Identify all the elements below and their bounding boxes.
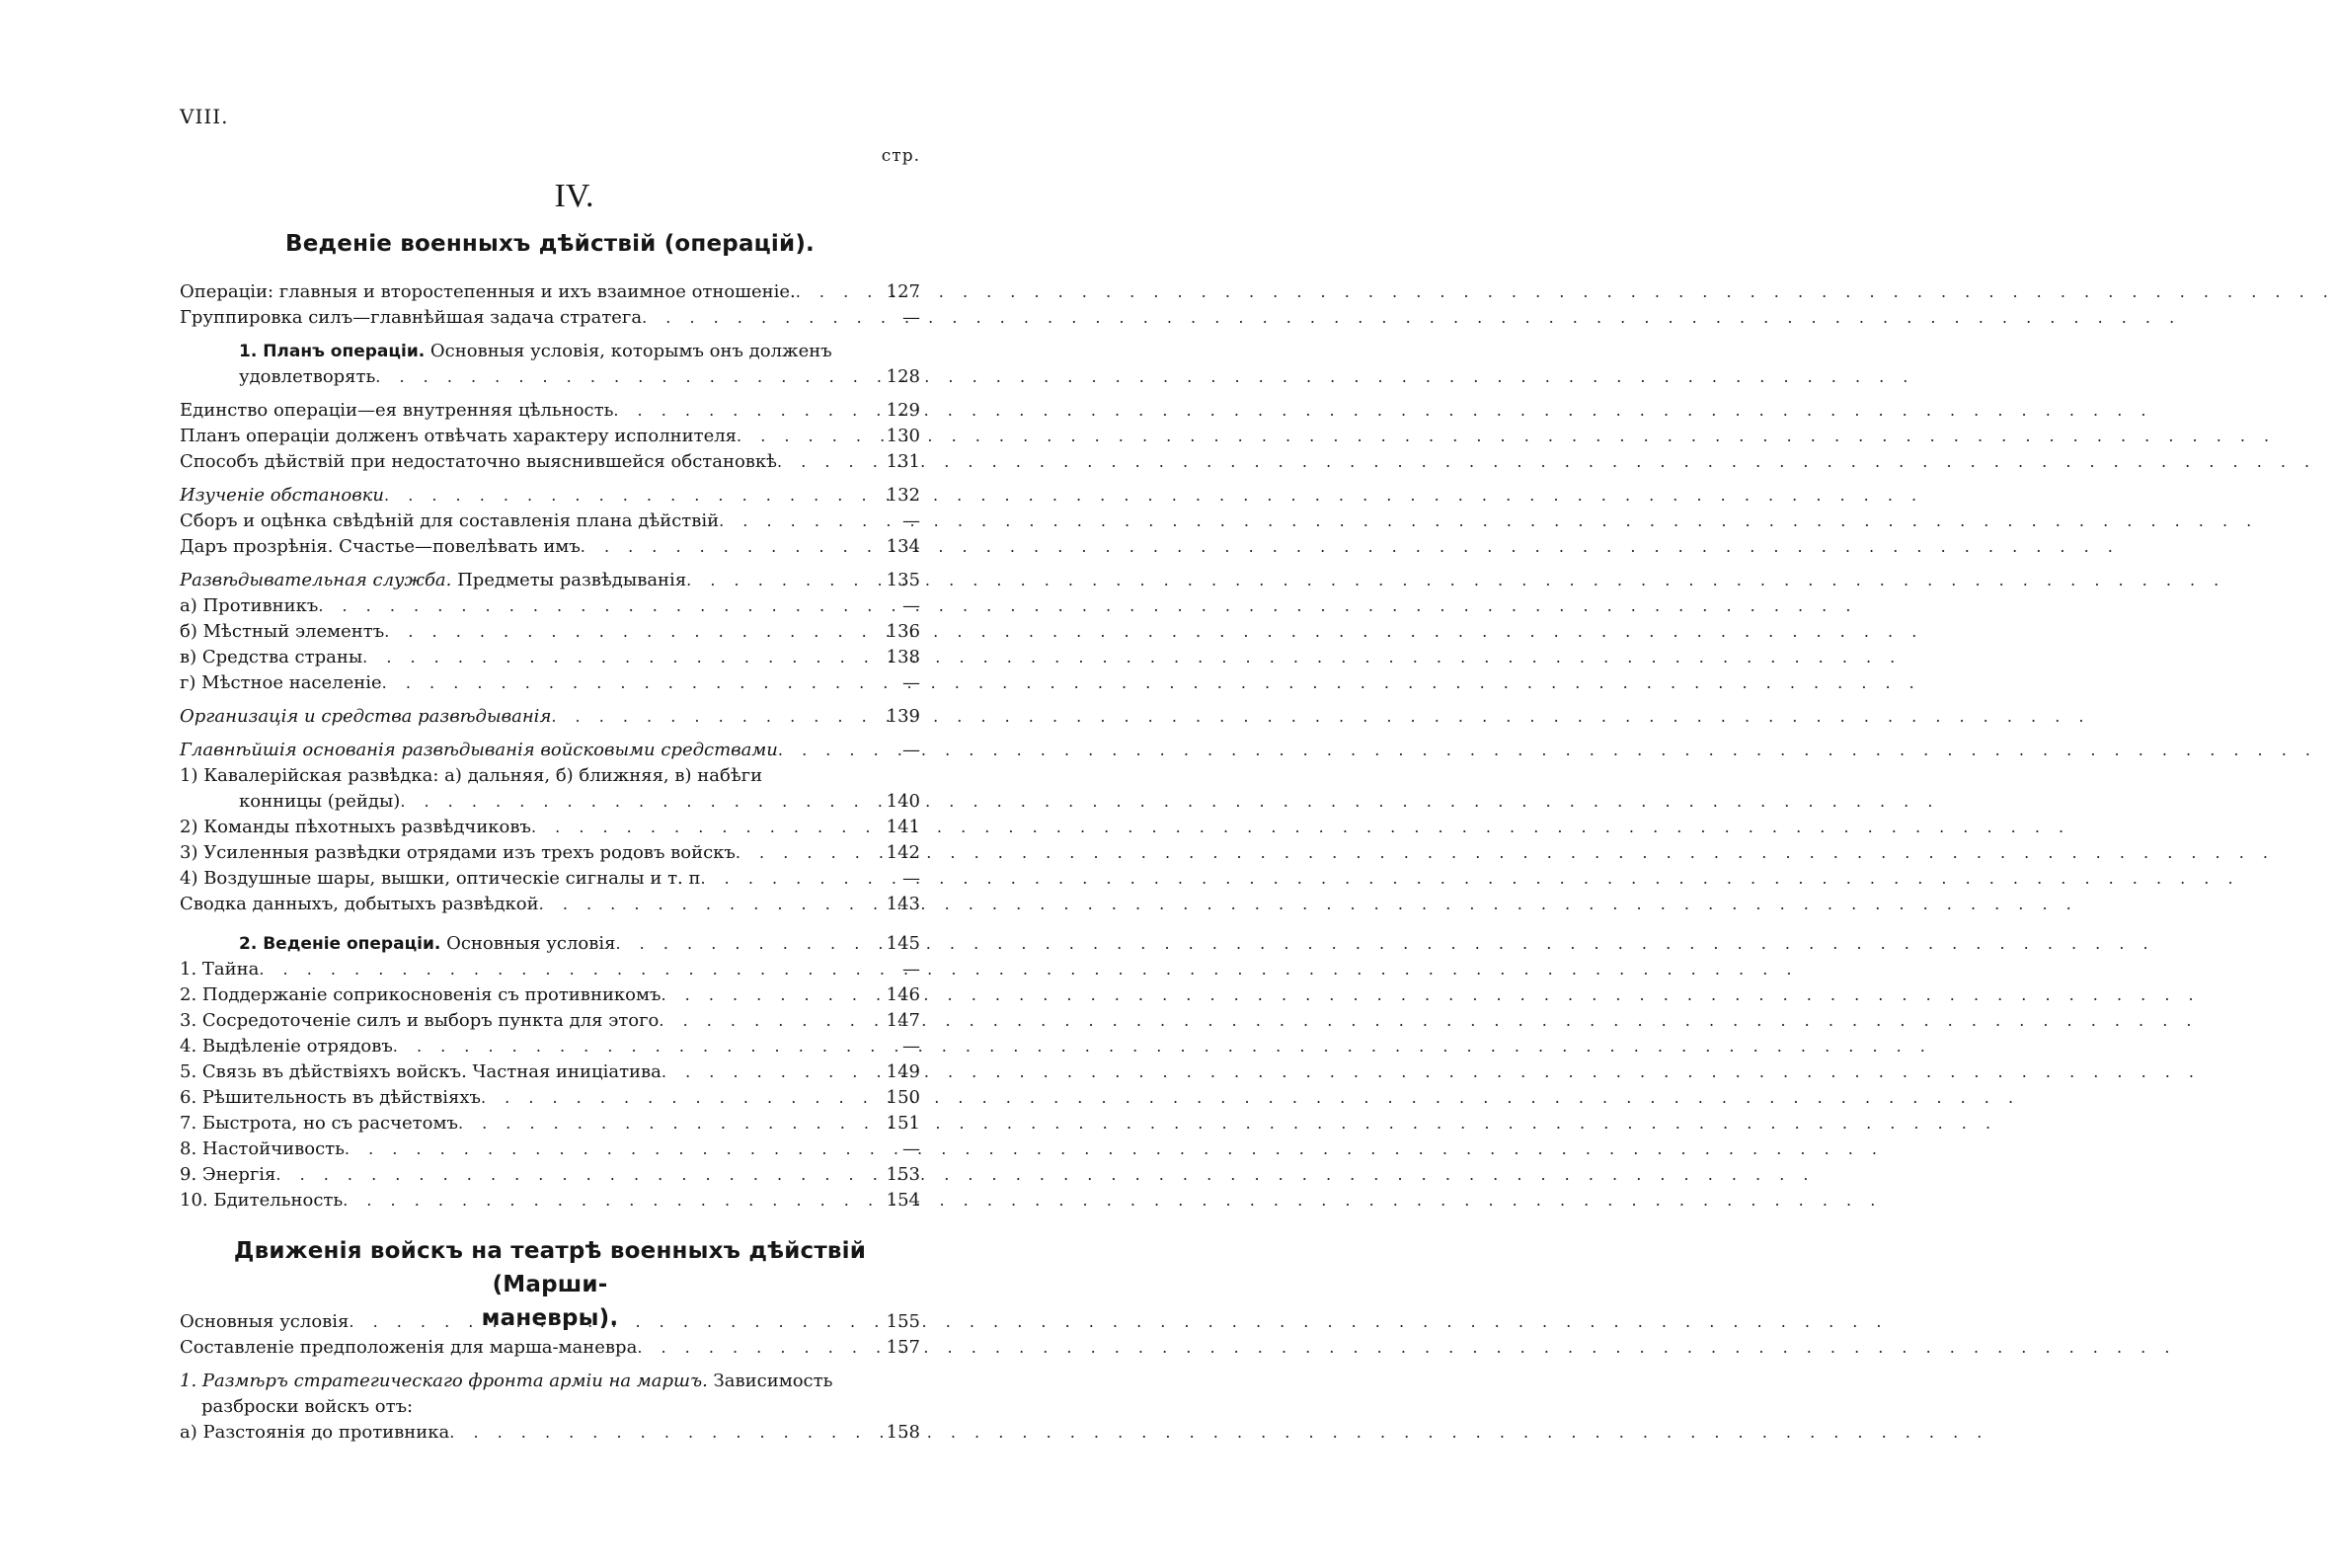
toc-entry bbox=[180, 670, 920, 696]
toc-page: 142 bbox=[886, 842, 920, 863]
toc-leader bbox=[662, 1059, 877, 1085]
section-title: Веденіе военныхъ дѣйствій (операцій). bbox=[285, 231, 815, 257]
toc-entry-text: 3. Сосредоточеніе силъ и выборъ пункта для этого bbox=[180, 1010, 660, 1031]
toc-entry-text bbox=[180, 1369, 832, 1394]
toc-page: — bbox=[902, 1138, 920, 1159]
toc-entry-text: 1) Кавалерійская развѣдка: а) дальняя, б) ближняя, в) набѣги bbox=[180, 765, 763, 786]
toc-entry bbox=[180, 279, 920, 305]
toc-leader bbox=[400, 789, 877, 815]
toc-page: 143 bbox=[886, 894, 920, 914]
toc-page: 132 bbox=[886, 485, 920, 506]
toc-entry bbox=[180, 738, 920, 763]
toc-entry-text: Операціи: главныя и второстепенныя и ихъ взаимное отношеніе. bbox=[180, 281, 796, 302]
toc-page: 131 bbox=[886, 451, 920, 472]
toc-leader bbox=[777, 449, 877, 475]
toc-entry bbox=[180, 1137, 920, 1162]
toc-leader bbox=[318, 593, 877, 619]
toc-entry-desc: Предметы развѣдыванія bbox=[451, 570, 687, 590]
toc-page: 135 bbox=[886, 570, 920, 590]
toc-page: 158 bbox=[886, 1422, 920, 1443]
toc-leader bbox=[661, 982, 877, 1008]
toc-leader bbox=[796, 279, 877, 305]
toc-leader bbox=[737, 424, 877, 449]
toc-page: — bbox=[902, 510, 920, 531]
toc-entry bbox=[180, 763, 920, 789]
toc-leader bbox=[778, 738, 877, 763]
section-number: IV. bbox=[554, 178, 594, 214]
toc-entry bbox=[180, 1085, 920, 1111]
toc-entry-text: конницы (рейды) bbox=[239, 791, 401, 812]
subsection-desc: Основныя условія, которымъ онъ долженъ bbox=[425, 341, 832, 361]
toc-leader bbox=[581, 534, 877, 560]
toc-entry bbox=[180, 1309, 920, 1335]
toc-leader bbox=[531, 815, 877, 840]
toc-entry bbox=[180, 424, 920, 449]
toc-entry-text: Планъ операціи долженъ отвѣчать характеру исполнителя bbox=[180, 426, 738, 446]
toc-entry bbox=[180, 534, 920, 560]
toc-entry-desc: Зависимость bbox=[707, 1371, 833, 1391]
toc-entry bbox=[180, 1059, 920, 1085]
toc-entry bbox=[180, 1162, 920, 1188]
toc-entry bbox=[180, 1111, 920, 1137]
toc-entry-text: 10. Бдительность bbox=[180, 1190, 344, 1211]
toc-entry-text bbox=[180, 568, 686, 593]
toc-entry bbox=[180, 704, 920, 730]
toc-page: 146 bbox=[886, 984, 920, 1005]
toc-entry-text: 1. Тайна bbox=[180, 959, 260, 980]
toc-entry-text: 6. Рѣшительность въ дѣйствіяхъ bbox=[180, 1087, 481, 1108]
toc-page: 149 bbox=[886, 1061, 920, 1082]
subsection-title: 1. Планъ операціи. bbox=[239, 342, 426, 361]
section-title-2-line1: Движенія войскъ на театрѣ военныхъ дѣйствій (Марши- bbox=[233, 1238, 867, 1297]
toc-leader bbox=[449, 1420, 877, 1446]
toc-page: 128 bbox=[886, 366, 920, 387]
toc-page: 136 bbox=[886, 621, 920, 642]
toc-entry bbox=[180, 398, 920, 424]
toc-italic-title: Главнѣйшія основанія развѣдыванія войсковыми средствами bbox=[180, 740, 778, 760]
toc-italic-title: Развѣдывательная служба. bbox=[180, 570, 452, 590]
toc-entry-text: Даръ прозрѣнія. Счастье—повелѣвать имъ bbox=[180, 536, 581, 557]
toc-entry-text: 4. Выдѣленіе отрядовъ bbox=[180, 1036, 393, 1057]
toc-entry bbox=[180, 1369, 920, 1394]
toc-leader bbox=[458, 1111, 877, 1137]
toc-leader bbox=[686, 568, 877, 593]
toc-entry bbox=[180, 364, 920, 390]
toc-leader bbox=[616, 931, 878, 957]
toc-leader bbox=[613, 398, 877, 424]
toc-entry-text: Способъ дѣйствій при недостаточно выяснившейся обстановкѣ bbox=[180, 451, 778, 472]
toc-entry-text bbox=[239, 339, 832, 364]
toc-entry bbox=[180, 449, 920, 475]
toc-leader bbox=[736, 840, 877, 866]
toc-entry-text: Составленіе предположенія для марша-маневра bbox=[180, 1337, 638, 1358]
toc-page: 129 bbox=[886, 400, 920, 421]
toc-entry bbox=[180, 593, 920, 619]
toc-entry-text: б) Мѣстный элементъ bbox=[180, 621, 385, 642]
toc-page: 127 bbox=[886, 281, 920, 302]
toc-entry bbox=[180, 789, 920, 815]
toc-entry bbox=[180, 305, 920, 331]
toc-entry-text: 3) Усиленныя развѣдки отрядами изъ трехъ родовъ войскъ bbox=[180, 842, 736, 863]
toc-leader bbox=[384, 483, 877, 509]
toc-entry bbox=[180, 1008, 920, 1034]
toc-entry-text: 2. Поддержаніе соприкосновенія съ противникомъ bbox=[180, 984, 662, 1005]
toc-entry-text: разброски войскъ отъ: bbox=[201, 1396, 414, 1417]
toc-entry bbox=[180, 509, 920, 534]
subsection-title: 2. Веденіе операціи. bbox=[239, 934, 441, 954]
toc-page: 138 bbox=[886, 647, 920, 667]
toc-entry-text: а) Противникъ bbox=[180, 595, 319, 616]
toc-entry bbox=[180, 1394, 920, 1420]
toc-page: — bbox=[902, 740, 920, 760]
toc-entry bbox=[180, 982, 920, 1008]
toc-entry bbox=[180, 619, 920, 645]
table-of-contents-2 bbox=[180, 1309, 920, 1446]
toc-page: 147 bbox=[886, 1010, 920, 1031]
toc-entry bbox=[180, 840, 920, 866]
toc-leader bbox=[275, 1162, 877, 1188]
toc-entry bbox=[180, 1335, 920, 1361]
toc-page: 157 bbox=[886, 1337, 920, 1358]
toc-entry-text bbox=[180, 704, 551, 730]
toc-page: 134 bbox=[886, 536, 920, 557]
page-column-header: стр. bbox=[881, 146, 920, 166]
toc-page: 140 bbox=[886, 791, 920, 812]
toc-entry bbox=[180, 1420, 920, 1446]
toc-entry-text: 8. Настойчивость bbox=[180, 1138, 345, 1159]
section-title-2-line2: маневры). bbox=[481, 1305, 619, 1331]
toc-page: 155 bbox=[886, 1311, 920, 1332]
toc-entry-text: Единство операціи—ея внутренняя цѣльность bbox=[180, 400, 614, 421]
toc-entry-text: Основныя условія bbox=[180, 1311, 350, 1332]
toc-entry-text: Сборъ и оцѣнка свѣдѣній для составленія плана дѣйствій bbox=[180, 510, 720, 531]
toc-page: — bbox=[902, 1036, 920, 1057]
toc-leader bbox=[539, 892, 877, 917]
table-of-contents bbox=[180, 279, 920, 1214]
toc-leader bbox=[345, 1137, 877, 1162]
toc-page: 139 bbox=[886, 706, 920, 727]
toc-leader bbox=[362, 645, 877, 670]
toc-page: 154 bbox=[886, 1190, 920, 1211]
toc-italic-title: 1. Размѣръ стратегическаго фронта арміи на маршъ. bbox=[180, 1371, 708, 1391]
toc-entry bbox=[180, 957, 920, 982]
toc-page: — bbox=[902, 595, 920, 616]
toc-leader bbox=[642, 305, 877, 331]
toc-entry bbox=[180, 1188, 920, 1214]
toc-entry-text: Сводка данныхъ, добытыхъ развѣдкой bbox=[180, 894, 539, 914]
toc-page: — bbox=[902, 307, 920, 328]
page-number: VIII. bbox=[180, 105, 229, 128]
toc-entry bbox=[180, 483, 920, 509]
toc-entry-text: 7. Быстрота, но съ расчетомъ bbox=[180, 1113, 458, 1134]
toc-subsection bbox=[180, 931, 920, 957]
toc-entry-text: г) Мѣстное населеніе bbox=[180, 672, 382, 693]
toc-leader bbox=[659, 1008, 877, 1034]
toc-page: 130 bbox=[886, 426, 920, 446]
toc-page: — bbox=[902, 959, 920, 980]
toc-entry-text: 4) Воздушные шары, вышки, оптическіе сигналы и т. п bbox=[180, 868, 701, 889]
toc-entry-text: а) Разстоянія до противника bbox=[180, 1422, 450, 1443]
toc-page: 153 bbox=[886, 1164, 920, 1185]
toc-entry-text: 9. Энергія bbox=[180, 1164, 276, 1185]
toc-leader bbox=[700, 866, 877, 892]
toc-page: 141 bbox=[886, 817, 920, 837]
toc-page: — bbox=[902, 868, 920, 889]
toc-page: 150 bbox=[886, 1087, 920, 1108]
toc-entry-text: 5. Связь въ дѣйствіяхъ войскъ. Частная иниціатива bbox=[180, 1061, 662, 1082]
toc-page: 151 bbox=[886, 1113, 920, 1134]
toc-entry-text: Группировка силъ—главнѣйшая задача стратега bbox=[180, 307, 643, 328]
toc-entry bbox=[180, 568, 920, 593]
toc-entry bbox=[180, 1034, 920, 1059]
toc-leader bbox=[382, 670, 877, 696]
toc-italic-title: Организація и средства развѣдыванія bbox=[180, 706, 552, 727]
toc-leader bbox=[384, 619, 877, 645]
toc-entry-text bbox=[239, 931, 616, 957]
toc-page: — bbox=[902, 672, 920, 693]
toc-leader bbox=[719, 509, 877, 534]
toc-leader bbox=[349, 1309, 877, 1335]
toc-entry-text: 2) Команды пѣхотныхъ развѣдчиковъ bbox=[180, 817, 531, 837]
toc-entry-text bbox=[180, 738, 778, 763]
toc-leader bbox=[259, 957, 877, 982]
toc-entry bbox=[180, 645, 920, 670]
toc-leader bbox=[481, 1085, 877, 1111]
toc-leader bbox=[637, 1335, 877, 1361]
toc-entry-text: удовлетворять bbox=[239, 366, 376, 387]
toc-leader bbox=[551, 704, 877, 730]
toc-leader bbox=[343, 1188, 877, 1214]
toc-leader bbox=[393, 1034, 877, 1059]
toc-entry-text bbox=[180, 483, 384, 509]
toc-entry-text: в) Средства страны bbox=[180, 647, 363, 667]
toc-leader bbox=[375, 364, 877, 390]
toc-subsection bbox=[180, 339, 920, 364]
toc-italic-title: Изученіе обстановки bbox=[180, 485, 385, 506]
toc-page: 145 bbox=[886, 933, 920, 954]
subsection-desc: Основныя условія bbox=[440, 933, 616, 954]
toc-entry bbox=[180, 892, 920, 917]
toc-entry bbox=[180, 866, 920, 892]
toc-entry bbox=[180, 815, 920, 840]
